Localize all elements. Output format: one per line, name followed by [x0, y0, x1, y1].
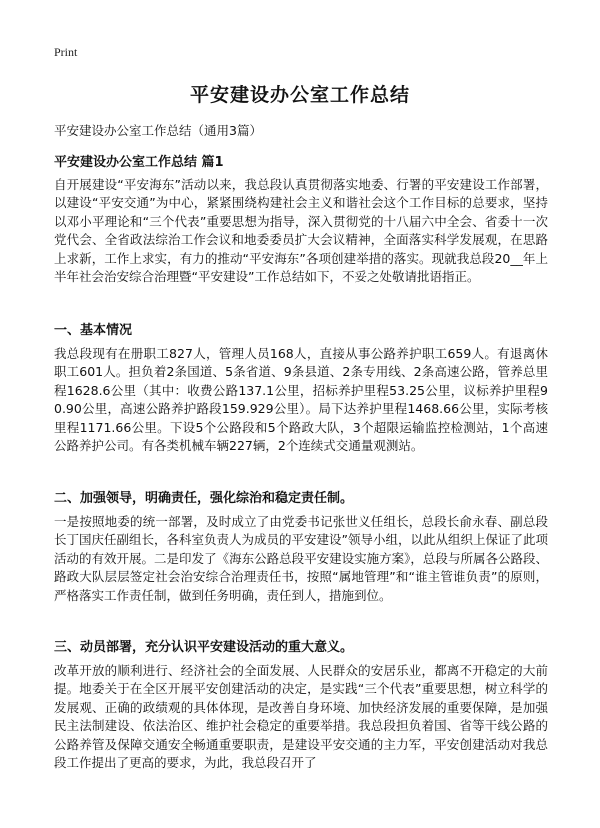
- section-heading-leadership: 二、加强领导，明确责任，强化综治和稳定责任制。: [54, 491, 354, 506]
- section-heading-basic-info: 一、基本情况: [54, 323, 133, 338]
- document-subtitle: 平安建设办公室工作总结（通用3篇）: [54, 123, 262, 138]
- print-link[interactable]: Print: [54, 45, 78, 59]
- intro-paragraph: 自开展建设“平安海东”活动以来，我总段认真贯彻落实地委、行署的平安建设工作部署，以建设“平安交通”为中心，紧紧围绕构建社会主义和谐社会这个工作目标的总要求，坚持以邓小平理论和“三个代表”重要思想为指导，深入贯彻党的十八届六中全会、省委十一次党代会、全省政法综治工作会议和地委委员扩大会议精神，全面落实科学发展观，在思路上求新，工作上求实，有力的推动“平安海东”各项创建举措的落实。现就我总段20__年上半年社会治安综合治理暨“平安建设”工作总结如下，不妥之处敬请批语指正。: [54, 177, 548, 285]
- section-body-leadership: 一是按照地委的统一部署，及时成立了由党委书记张世义任组长，总段长俞永春、副总段长丁国庆任副组长，各科室负责人为成员的平安建设”领导小组，以此从组织上保证了此项活动的有效开展。二是印发了《海东公路总段平安建设实施方案》，总段与所属各公路段、路政大队层层签定社会治安综合治理责任书，按照“属地管理”和“谁主管谁负责”的原则，严格落实工作责任制，做到任务明确，责任到人，措施到位。: [54, 514, 548, 603]
- document-title: 平安建设办公室工作总结: [189, 84, 410, 106]
- section-heading-mobilization: 三、动员部署，充分认识平安建设活动的重大意义。: [54, 640, 354, 655]
- section-body-mobilization: 改革开放的顺利进行、经济社会的全面发展、人民群众的安居乐业，都离不开稳定的大前提。地委关于在全区开展平安创建活动的决定，是实践“三个代表”重要思想，树立科学的发展观、正确的政绩观的具体体现，是改善自身环境、加快经济发展的重要保障，是加强民主法制建设、依法治区、维护社会稳定的重要举措。我总段担负着国、省等干线公路的公路养管及保障交通安全畅通重要职责，是建设平安交通的主力军，平安创建活动对我总段工作提出了更高的要求，为此，我总段召开了: [54, 663, 548, 771]
- part-title: 平安建设办公室工作总结 篇1: [54, 155, 224, 170]
- section-body-basic-info: 我总段现有在册职工827人，管理人员168人，直接从事公路养护职工659人。有退离休职工601人。担负着2条国道、5条省道、9条县道、2条专用线、2条高速公路，管养总里程1628.6公里（其中：收费公路137.1公里，招标养护里程53.25公里，议标养护里程90.90公里，高速公路养护路段159.929公里）。局下达养护里程1468.66公里，实际考核里程1171.66公里。下设5个公路段和5个路政大队，3个超限运输监控检测站，1个高速公路养护公司。有各类机械车辆227辆，2个连续式交通量观测站。: [54, 346, 548, 454]
